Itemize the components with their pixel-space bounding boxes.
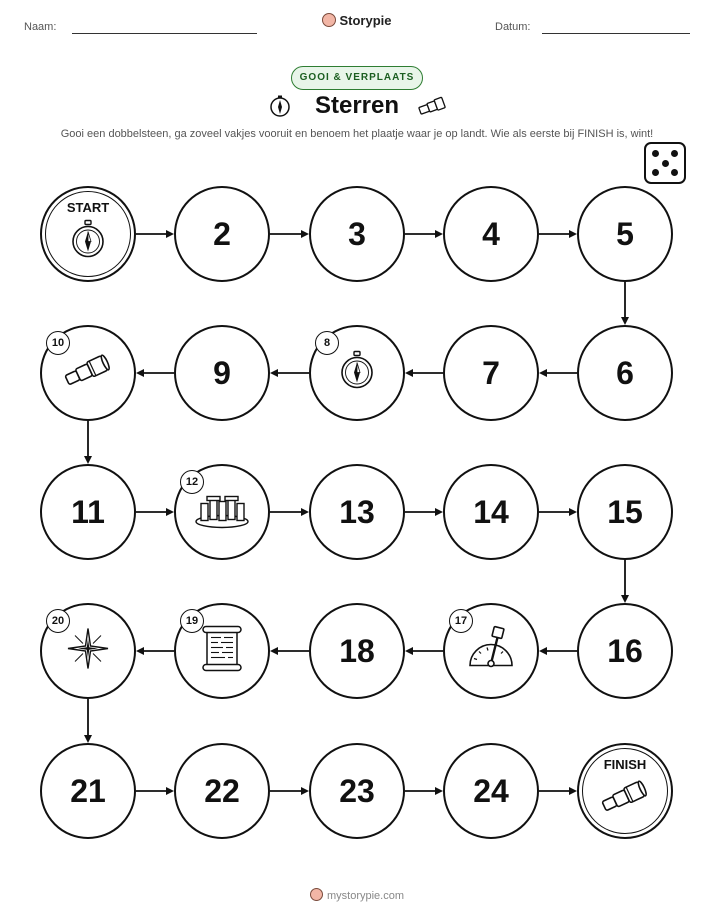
cell-number-badge: 19 xyxy=(180,609,204,633)
path-arrow xyxy=(136,369,174,377)
board-cell-7 xyxy=(443,325,539,421)
board-cell-15 xyxy=(577,464,673,560)
page-title: Sterren xyxy=(314,92,400,119)
path-arrow xyxy=(405,787,443,795)
path-arrow xyxy=(270,647,309,655)
cell-number: 11 xyxy=(71,493,105,530)
cell-number: 21 xyxy=(70,772,106,809)
path-arrow xyxy=(405,230,443,238)
board-cell-17 xyxy=(443,603,539,699)
path-arrow xyxy=(539,787,577,795)
path-arrow xyxy=(136,647,174,655)
board-cell-18 xyxy=(309,603,405,699)
cell-number-badge: 17 xyxy=(449,609,473,633)
path-arrow xyxy=(84,699,92,743)
path-arrow xyxy=(270,369,309,377)
path-arrow xyxy=(270,787,309,795)
compass-icon xyxy=(69,219,107,264)
board-cell-24 xyxy=(443,743,539,839)
cell-number: 3 xyxy=(348,215,366,252)
gauge-icon xyxy=(464,626,518,677)
stonehenge-icon xyxy=(193,490,251,535)
board-cell-22 xyxy=(174,743,270,839)
finish-cell xyxy=(577,743,673,839)
board-cell-5 xyxy=(577,186,673,282)
cell-number: 16 xyxy=(607,632,643,669)
cell-number: 13 xyxy=(339,493,375,530)
cell-number: 5 xyxy=(616,215,634,252)
board-cell-16 xyxy=(577,603,673,699)
path-arrow xyxy=(136,787,174,795)
board-cell-9 xyxy=(174,325,270,421)
path-arrow xyxy=(539,647,577,655)
path-arrow xyxy=(539,230,577,238)
path-arrow xyxy=(405,369,443,377)
board-cell-23 xyxy=(309,743,405,839)
cell-number: 23 xyxy=(339,772,375,809)
path-arrow xyxy=(136,508,174,516)
footer-url: mystorypie.com xyxy=(326,890,405,902)
brand-name: Storypie xyxy=(339,13,392,28)
cell-number: 15 xyxy=(607,493,643,530)
board-cell-20 xyxy=(40,603,136,699)
path-arrow xyxy=(84,421,92,464)
board-cell-11 xyxy=(40,464,136,560)
cell-number: 4 xyxy=(482,215,500,252)
path-arrow xyxy=(270,508,309,516)
board-cell-6 xyxy=(577,325,673,421)
storypie-logo-icon xyxy=(310,888,323,901)
telescope-icon xyxy=(62,355,114,392)
start-label: START xyxy=(66,200,110,215)
cell-number: 9 xyxy=(213,354,231,391)
date-label: Datum: xyxy=(495,21,531,33)
board-cell-8 xyxy=(309,325,405,421)
board-cell-3 xyxy=(309,186,405,282)
scroll-icon xyxy=(199,624,245,679)
finish-label: FINISH xyxy=(603,757,647,772)
cell-number-badge: 8 xyxy=(315,331,339,355)
cell-number: 24 xyxy=(473,772,509,809)
cell-number: 14 xyxy=(473,493,509,530)
board-cell-10 xyxy=(40,325,136,421)
start-cell xyxy=(40,186,136,282)
telescope-icon xyxy=(599,780,651,817)
board-cell-12 xyxy=(174,464,270,560)
path-arrow xyxy=(136,230,174,238)
board-cell-19 xyxy=(174,603,270,699)
board-cell-21 xyxy=(40,743,136,839)
path-arrow xyxy=(405,647,443,655)
cell-number: 2 xyxy=(213,215,231,252)
cell-number: 22 xyxy=(204,772,240,809)
board-cell-13 xyxy=(309,464,405,560)
board-cell-2 xyxy=(174,186,270,282)
path-arrow xyxy=(405,508,443,516)
star-icon xyxy=(66,627,110,676)
cell-number: 18 xyxy=(339,632,375,669)
cell-number: 6 xyxy=(616,354,634,391)
path-arrow xyxy=(539,508,577,516)
path-arrow xyxy=(621,560,629,603)
cell-number-badge: 20 xyxy=(46,609,70,633)
board-cell-4 xyxy=(443,186,539,282)
cell-number-badge: 10 xyxy=(46,331,70,355)
category-badge: GOOI & VERPLAATS xyxy=(291,66,423,90)
path-arrow xyxy=(539,369,577,377)
cell-number-badge: 12 xyxy=(180,470,204,494)
compass-icon xyxy=(338,351,376,396)
board-cell-14 xyxy=(443,464,539,560)
footer xyxy=(0,888,714,902)
path-arrow xyxy=(621,282,629,325)
cell-number: 7 xyxy=(482,354,500,391)
instructions-text: Gooi een dobbelsteen, ga zoveel vakjes vooruit en benoem het plaatje waar je op landt. Wie als eerste bij FINISH is, wint! xyxy=(60,128,654,140)
path-arrow xyxy=(270,230,309,238)
name-label: Naam: xyxy=(24,21,57,33)
